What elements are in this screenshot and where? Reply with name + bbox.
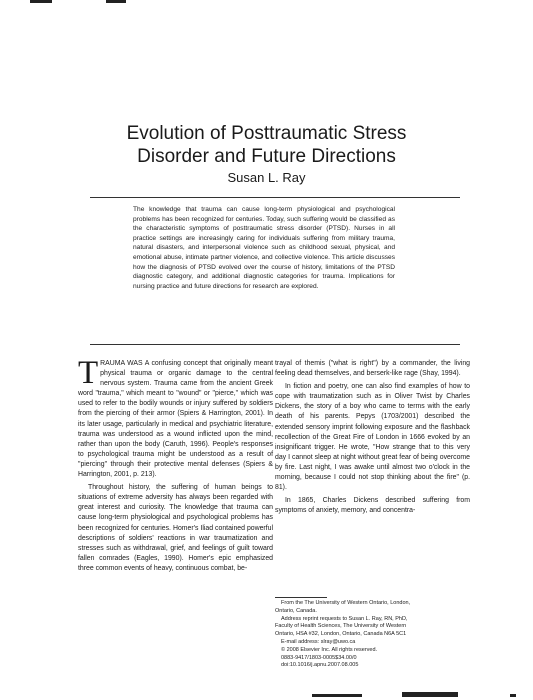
footnote-line: Ontario, HSA #32, London, Ontario, Canada N6A 5C1: [275, 631, 407, 638]
footnote-copyright: © 2008 Elsevier Inc. All rights reserved.: [281, 646, 378, 653]
body-paragraph-2: Throughout history, the suffering of human beings to situations of extreme adversity has always been regarded with great interest and curiosity. The knowledge that trauma can cause long-term physiological and psychological problems has been recognized for centuries. Homer's Iliad contained powerful descriptions of soldiers' reactions in war traumatization and stresses such as withdrawal, grief, and feelings of guilt toward fallen comrades (Eagles, 1990). Homer's epic emphasized three common events of heavy, continuous combat, be-: [78, 484, 273, 572]
article-title: [60, 122, 473, 168]
body-column-right: [275, 359, 470, 516]
abstract: The knowledge that trauma can cause long-term physiological and psychological problems has been recognized for centuries. Today, such suffering would be classified as the characteristic symptoms of posttraumatic stress disorder (PTSD). Nurses in all practice settings are increasingly caring for individuals suffering from military trauma, natural disasters, and interpersonal violence such as childhood sexual, physical, and emotional abuse, intimate partner violence, and collective violence. This article discusses how the diagnosis of PTSD evolved over the course of history, limitations of the PTSD diagnostic category, and additional diagnostic categories for trauma. Implications for nursing practice and future directions for research are explored.: [133, 206, 395, 290]
body-paragraph-1: [78, 355, 273, 480]
footnote-issn: 0883-9417/1803-0005$34.00/0: [281, 654, 357, 661]
body-column-left: [78, 355, 273, 574]
drop-cap: T: [78, 355, 99, 391]
footnote-rule: [275, 597, 327, 598]
scan-mark-bottom-mid: [402, 692, 458, 697]
title-line-1: Evolution of Posttraumatic Stress: [126, 123, 407, 144]
body-paragraph-5: In 1865, Charles Dickens described suffering from symptoms of anxiety, memory, and concentra-: [275, 497, 470, 515]
body-paragraph-1-text: RAUMA WAS A confusing concept that originally meant physical trauma or organic damage to the central nervous system. Trauma came from the ancient Greek word "trauma," which meant to "wound" or "pierce," which was used to refer to the bodily wounds or injury suffered by soldiers from the piercing of their armor (Spiers & Harrington, 2001). In its later usage, particularly in medical and psychiatric literature, trauma was understood as a wound inflicted upon the mind, rather than upon the body (Caruth, 1996). People's responses to psychological trauma might be understood as a result of "piercing" through their protective mental defenses (Spiers & Harrington, 2001, p. 213).: [78, 360, 273, 479]
footnote-line: Faculty of Health Sciences, The University of Western: [275, 623, 407, 630]
footnote: [275, 600, 475, 670]
scan-mark-top-left: [30, 0, 52, 3]
abstract-top-rule: [90, 197, 460, 198]
scan-mark-top-right: [106, 0, 126, 3]
title-line-2: Disorder and Future Directions: [137, 146, 396, 167]
body-paragraph-3: trayal of themis ("what is right") by a commander, the living feeling dead themselves, and berserk-like rage (Shay, 1994).: [275, 360, 470, 378]
scan-mark-bottom-left: [312, 694, 362, 697]
footnote-line: From the The University of Western Ontario, London,: [281, 600, 411, 606]
author-name: Susan L. Ray: [227, 170, 306, 185]
footnote-doi: doi:10.1016/j.apnu.2007.08.005: [281, 662, 359, 669]
footnote-line: Address reprint requests to Susan L. Ray, RN, PhD,: [281, 615, 408, 622]
abstract-bottom-rule: [90, 344, 460, 345]
scan-mark-bottom-right: [510, 694, 516, 697]
body-paragraph-4: In fiction and poetry, one can also find examples of how to cope with traumatization such as in Oliver Twist by Charles Dickens, the story of a boy who came to terms with the early death of his parents. Pepys (1703/2001) described the extended sensory imprint following exposure and the flashback recollection of the Great Fire of London in 1666 evoked by an insignificant trigger. He wrote, "How strange that to this very day I cannot sleep at night without great fear of being overcome by fire. Last night, I was awake until almost two o'clock in the morning, because I could not stop thinking about the fire" (p. 81).: [275, 383, 470, 492]
footnote-email: E-mail address: slray@uwo.ca: [281, 638, 356, 645]
footnote-line: Ontario, Canada.: [275, 607, 317, 614]
